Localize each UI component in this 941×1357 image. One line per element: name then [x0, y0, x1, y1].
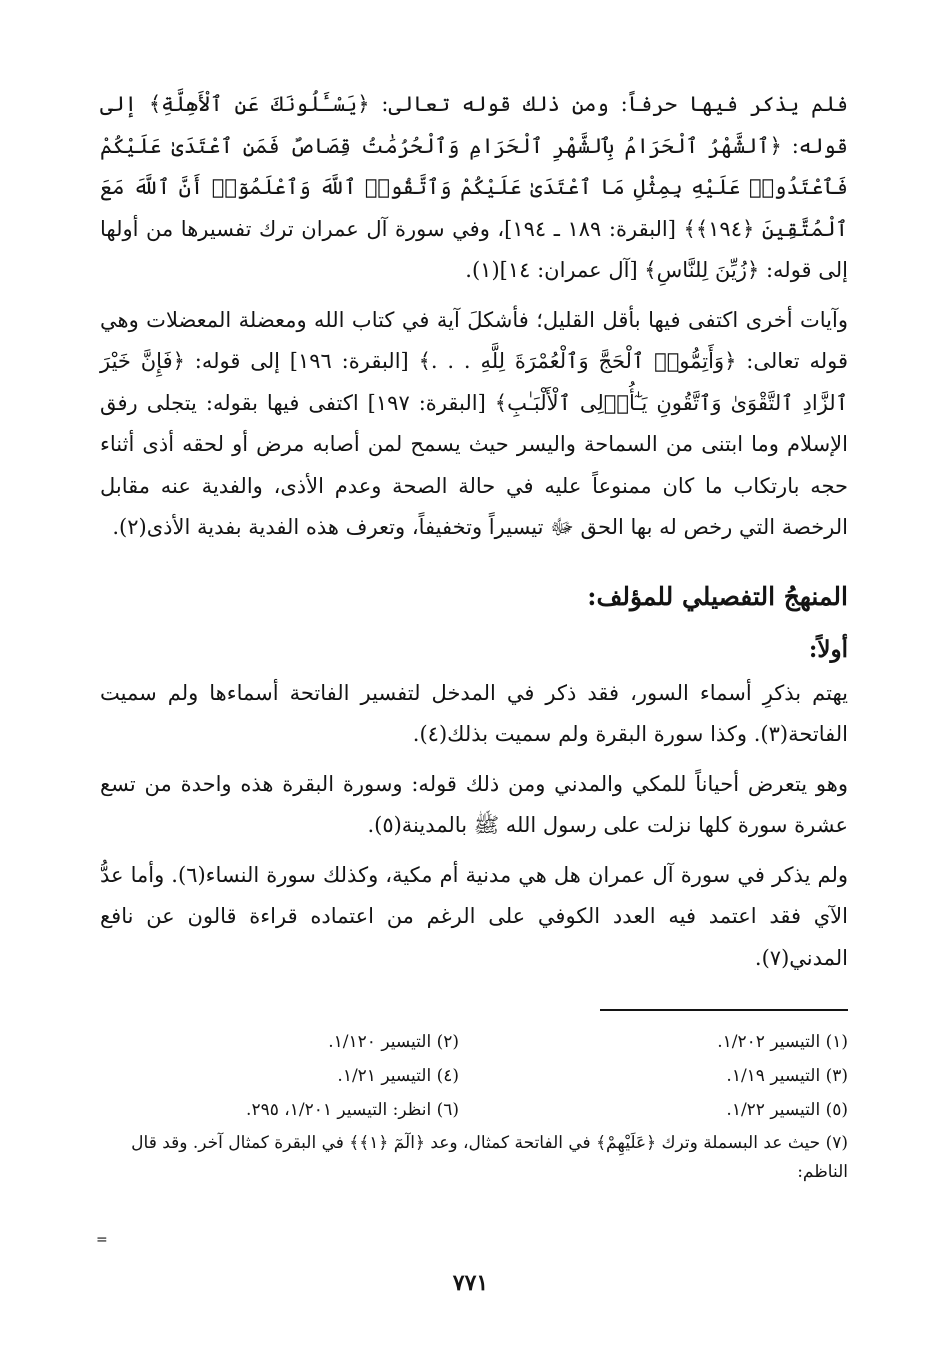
- page-body: [100, 84, 848, 1187]
- body-paragraph-1: فلم يذكر فيها حرفاً: ومن ذلك قوله تعالى: ﴿يَسْـَٔلُونَكَ عَنِ ٱلْأَهِلَّةِ﴾ إلى قوله: ﴿ٱلشَّهْرُ ٱلْحَرَامُ بِٱلشَّهْرِ ٱلْحَرَامِ وَٱلْحُرُمَٰتُ قِصَاصٌ فَمَنِ ٱعْتَدَىٰ عَلَيْكُمْ فَٱعْتَدُوا۟ عَلَيْهِ بِمِثْلِ مَا ٱعْتَدَىٰ عَلَيْكُمْ وَٱتَّقُوا۟ ٱللَّهَ وَٱعْلَمُوٓا۟ أَنَّ ٱللَّهَ مَعَ ٱلْمُتَّقِينَ ﴿١٩٤﴾﴾ [البقرة: ١٨٩ ـ ١٩٤]، وفي سورة آل عمران ترك تفسيرها من أولها إلى قوله: ﴿زُيِّنَ لِلنَّاسِ﴾ [آل عمران: ١٤](١).: [100, 92, 848, 282]
- footnote-4: (٤) التيسير ١/٢١.: [337, 1066, 459, 1086]
- section-paragraph-2: وهو يتعرض أحياناً للمكي والمدني ومن ذلك قوله: وسورة البقرة هذه واحدة من تسع عشرة سورة كلها نزلت على رسول الله ﷺ بالمدينة(٥).: [100, 771, 848, 837]
- section-paragraph-3: ولم يذكر في سورة آل عمران هل هي مدنية أم مكية، وكذلك سورة النساء(٦). وأما عدُّ الآي فقد اعتمد فيه العدد الكوفي على الرغم من اعتماده قراءة قالون عن نافع المدني(٧).: [100, 862, 848, 970]
- footnote-3: (٣) التيسير ١/١٩.: [726, 1066, 848, 1086]
- body-paragraph-2: وآيات أخرى اكتفى فيها بأقل القليل؛ فأشكلَ آية في كتاب الله ومعضلة المعضلات وهي قوله تعالى: ﴿وَأَتِمُّوا۟ ٱلْحَجَّ وَٱلْعُمْرَةَ لِلَّهِ . . .﴾ [البقرة: ١٩٦] إلى قوله: ﴿فَإِنَّ خَيْرَ ٱلزَّادِ ٱلتَّقْوَىٰ وَٱتَّقُونِ يَـٰٓأُو۟لِى ٱلْأَلْبَـٰبِ﴾ [البقرة: ١٩٧] اكتفى فيها بقوله: يتجلى رفق الإسلام وما ابتنى من السماحة واليسر حيث يسمح لمن أصابه مرض أو لحقه أذى أثناء حجه بارتكاب ما كان ممنوعاً عليه في حالة الصحة وعدم الأذى، والفدية عنه مقابل الرخصة التي رخص له بها الحق ﷻ تيسيراً وتخفيفاً، وتعرف هذه الفدية بفدية الأذى(٢).: [100, 307, 848, 539]
- page-number: ٧٧١: [452, 1270, 489, 1296]
- footnote-5: (٥) التيسير ١/٢٢.: [726, 1100, 848, 1120]
- footnote-1: (١) التيسير ١/٢٠٢.: [717, 1032, 848, 1052]
- continuation-mark: =: [96, 1232, 108, 1248]
- footnote-separator: [600, 1009, 848, 1011]
- footnote-2: (٢) التيسير ١/١٢٠.: [328, 1032, 459, 1052]
- section-subheading: أولاً:: [808, 635, 848, 663]
- footnotes: [100, 1025, 848, 1127]
- section-paragraph-1: يهتم بذكرِ أسماء السور، فقد ذكر في المدخل لتفسير الفاتحة أسماءها ولم سميت الفاتحة(٣). وكذا سورة البقرة ولم سميت بذلك(٤).: [100, 680, 848, 746]
- section-heading: المنهجُ التفصيلي للمؤلف:: [587, 581, 848, 611]
- footnote-6: (٦) انظر: التيسير ١/٢٠١، ٢٩٥.: [246, 1100, 459, 1120]
- footnote-7: (٧) حيث عد البسملة وترك ﴿عَلَيْهِمْ﴾ في الفاتحة كمثال، وعد ﴿الٓمٓ ﴿١﴾﴾ في البقرة كمثال آخر. وقد قال الناظم:: [131, 1133, 848, 1182]
